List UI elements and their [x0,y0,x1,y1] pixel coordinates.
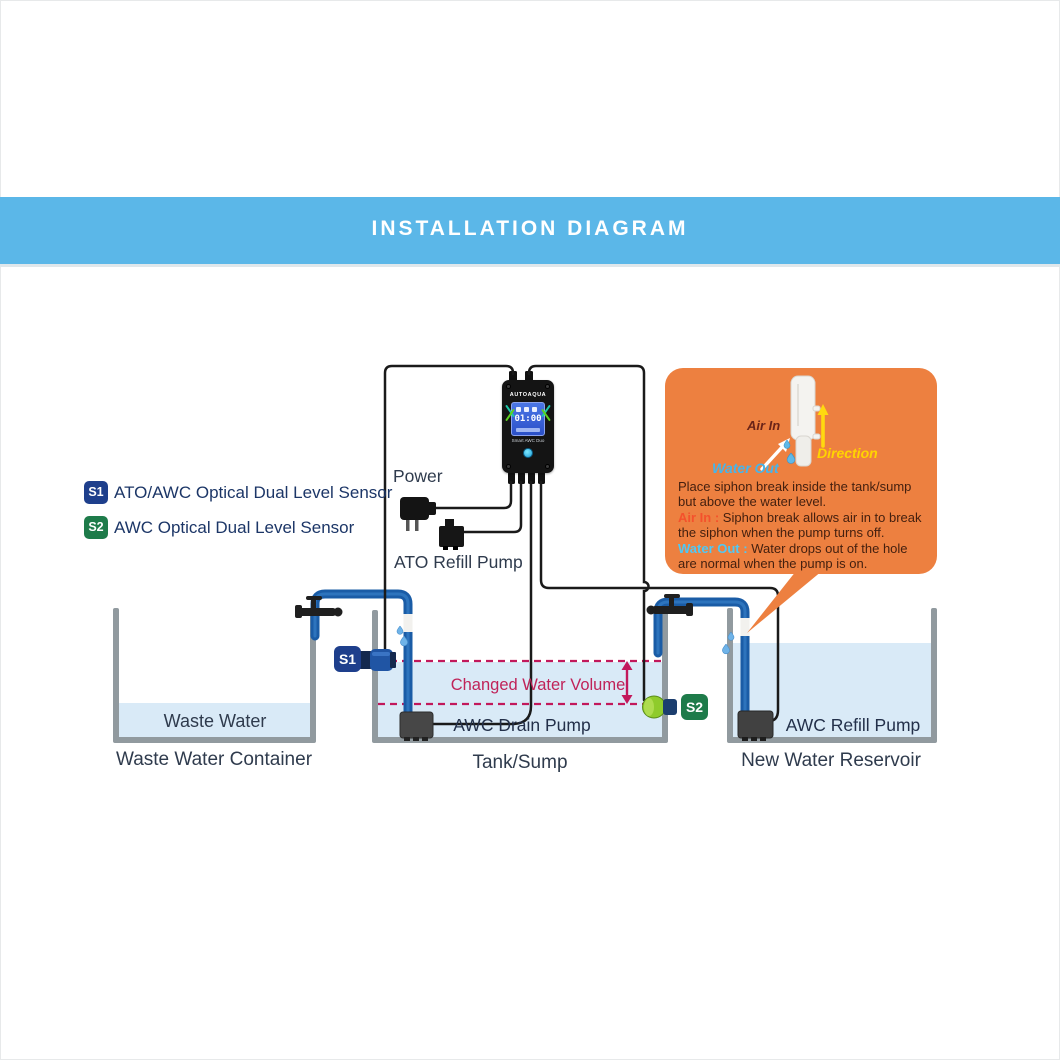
power-cable [432,482,511,508]
s1-sensor [359,649,396,671]
controller-screen [511,402,545,436]
callout-text [678,479,928,572]
ato-refill-pump-label: ATO Refill Pump [394,552,523,572]
refill-pipe-droplets [722,632,734,654]
waste-water-container-label: Waste Water Container [115,749,313,770]
tank-sump-label: Tank/Sump [472,752,568,773]
controller-brand: AUTOAQUA [509,392,547,398]
controller-model: Smart AWC Duo [511,438,545,443]
awc-controller [502,380,554,473]
screw-icon [506,464,511,469]
changed-water-volume-label: Changed Water Volume [450,676,626,694]
tank-pipe-clamp [647,594,694,616]
power-label: Power [393,466,443,486]
legend-s2-label: AWC Optical Dual Level Sensor [114,518,355,537]
water-out-term: Water Out : [678,541,748,556]
s2-sensor [643,696,678,718]
water-out-desc: Water drops out of the hole are normal when the pump is on. [678,541,908,571]
legend-s1-label: ATO/AWC Optical Dual Level Sensor [114,483,393,502]
water-out-droplets [784,440,795,464]
screen-timer: 01:00 [514,414,542,424]
callout-tail [747,566,828,633]
screen-icons [516,407,537,412]
ato-refill-pump [439,519,464,550]
awc-refill-pump-device [738,711,773,741]
screen-segments [516,428,540,432]
water-out-label: Water Out [712,460,779,476]
siphon-break-callout [665,368,937,574]
page-title: INSTALLATION DIAGRAM [371,217,689,240]
callout-line-water-out [678,541,928,571]
power-plug [400,497,436,531]
waste-water-label: Waste Water [163,711,267,731]
callout-line-air-in [678,510,928,540]
s2-sensor-badge: S2 [681,694,708,720]
controller-button[interactable] [523,448,533,458]
legend-s1-badge: S1 [84,481,108,504]
s1-sensor-badge: S1 [334,646,361,672]
awc-drain-pump-label: AWC Drain Pump [453,715,591,735]
awc-drain-pump-device [400,712,433,741]
direction-label: Direction [817,445,878,461]
air-in-term: Air In : [678,510,720,525]
screw-icon [506,384,511,389]
callout-line-placement: Place siphon break inside the tank/sump but above the water level. [678,479,912,509]
legend-s2-badge: S2 [84,516,108,539]
screw-icon [545,464,550,469]
new-water-reservoir-label: New Water Reservoir [741,750,921,771]
siphon-break-tube [791,376,820,466]
air-in-label: Air In [747,418,781,433]
air-in-desc: Siphon break allows air in to break the siphon when the pump turns off. [678,510,922,540]
awc-refill-pump-label: AWC Refill Pump [785,715,921,735]
screw-icon [545,384,550,389]
